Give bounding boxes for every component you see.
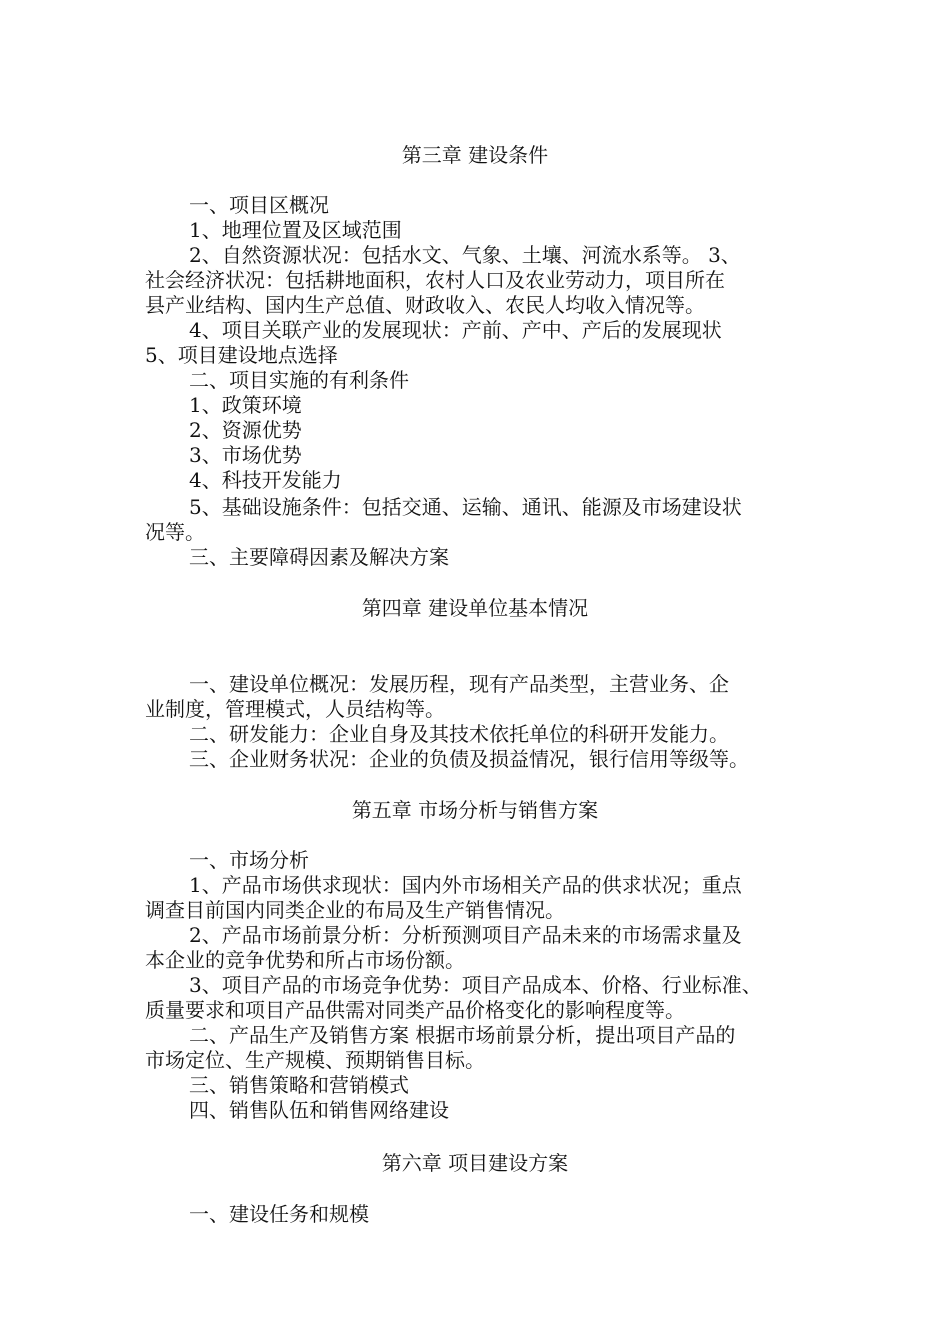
chapter-title: 第四章 建设单位基本情况 [361,596,589,620]
list-item: 2、资源优势 [189,418,302,442]
chapter-title: 第五章 市场分析与销售方案 [351,798,599,822]
list-item: 3、市场优势 [189,443,302,467]
paragraph-line: 2、产品市场前景分析：分析预测项目产品未来的市场需求量及 [189,923,742,947]
paragraph-line: 况等。 [145,520,205,544]
paragraph-line: 三、企业财务状况：企业的负债及损益情况，银行信用等级等。 [189,747,749,771]
section-heading: 一、项目区概况 [189,193,329,217]
paragraph-line: 2、自然资源状况：包括水文、气象、土壤、河流水系等。 3、 [189,243,741,267]
chapter-title: 第三章 建设条件 [401,143,549,167]
section-heading: 二、项目实施的有利条件 [189,368,409,392]
paragraph-line: 1、产品市场供求现状：国内外市场相关产品的供求状况；重点 [189,873,742,897]
list-item: 1、政策环境 [189,393,302,417]
paragraph-line: 质量要求和项目产品供需对同类产品价格变化的影响程度等。 [145,998,685,1022]
chapter-title: 第六章 项目建设方案 [381,1151,569,1175]
section-heading: 一、市场分析 [189,848,309,872]
list-item: 4、项目关联产业的发展现状：产前、产中、产后的发展现状 [189,318,722,342]
paragraph-line: 市场定位、生产规模、预期销售目标。 [145,1048,485,1072]
list-item: 1、地理位置及区域范围 [189,218,402,242]
list-item: 4、科技开发能力 [189,468,342,492]
paragraph-line: 一、建设单位概况：发展历程，现有产品类型，主营业务、企 [189,672,729,696]
section-heading: 三、主要障碍因素及解决方案 [189,545,449,569]
paragraph-line: 调查目前国内同类企业的布局及生产销售情况。 [145,898,565,922]
paragraph-line: 二、产品生产及销售方案 根据市场前景分析，提出项目产品的 [189,1023,736,1047]
paragraph-line: 二、研发能力：企业自身及其技术依托单位的科研开发能力。 [189,722,729,746]
paragraph-line: 社会经济状况：包括耕地面积，农村人口及农业劳动力，项目所在 [145,268,725,292]
paragraph-line: 3、项目产品的市场竞争优势：项目产品成本、价格、行业标准、 [189,973,762,997]
paragraph-line: 业制度，管理模式，人员结构等。 [145,697,445,721]
paragraph-line: 本企业的竞争优势和所占市场份额。 [145,948,465,972]
section-heading: 一、建设任务和规模 [189,1202,369,1226]
section-heading: 三、销售策略和营销模式 [189,1073,409,1097]
list-item: 5、项目建设地点选择 [145,343,338,367]
section-heading: 四、销售队伍和销售网络建设 [189,1098,449,1122]
paragraph-line: 县产业结构、国内生产总值、财政收入、农民人均收入情况等。 [145,293,705,317]
paragraph-line: 5、基础设施条件：包括交通、运输、通讯、能源及市场建设状 [189,495,742,519]
